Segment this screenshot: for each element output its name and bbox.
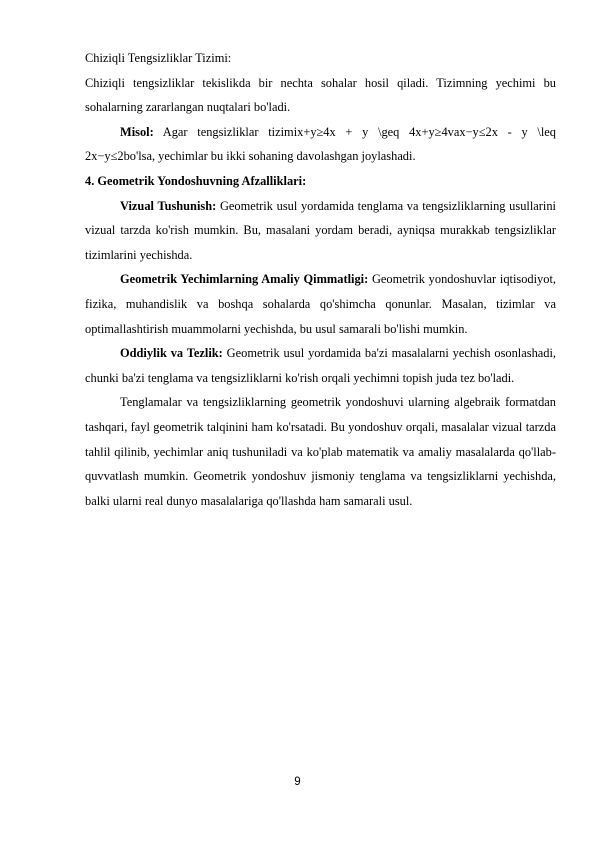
system-title: Chiziqli Tengsizliklar Tizimi:: [85, 51, 232, 65]
simplicity-speed-text: Geometrik usul yordamida ba'zi masalalarni yechish osonlashadi, chunki ba'zi tenglama va tengsizliklarni ko'rish orqali yechimni topish juda tez bo'ladi.: [85, 346, 556, 385]
visual-understanding-label: Vizual Tushunish:: [120, 198, 217, 213]
paragraph-systems-description: Chiziqli tengsizliklar tekislikda bir nechta sohalar hosil qiladi. Tizimning yechimi bu sohalarning zararlangan nuqtalari bo'ladi.: [85, 75, 556, 115]
section-heading-advantages: 4. Geometrik Yondoshuvning Afzalliklari:: [85, 173, 307, 188]
paragraph-conclusion: Tenglamalar va tengsizliklarning geometrik yondoshuvi ularning algebraik formatdan tashqari, fayl geometrik talqinini ham ko'rsatadi. Bu yondoshuv orqali, masalalar vizual tarzda tahlil qilinib, yechimlar aniq tushuniladi va ko'plab matematik va amaliy masalalarda qo'llab-quvvatlash mumkin. Geometrik yondoshuv jismoniy tenglama va tengsizliklarni yechishda, balki ularni real dunyo masalalariga qo'llashda ham samarali usul.: [85, 395, 556, 508]
visual-understanding-text: Geometrik usul yordamida tenglama va tengsizliklarning usullarini vizual tarzda ko'rish mumkin. Bu, masalani yordam beradi, ayniqsa murakkab tengsizliklar tizimlarini yechishda.: [85, 198, 556, 262]
example-label: Misol:: [120, 124, 154, 139]
document-body: [85, 46, 556, 513]
practical-value-text: Geometrik yondoshuvlar iqtisodiyot, fizika, muhandislik va boshqa sohalarda qo'shimcha qonunlar. Masalan, tizimlar va optimallashtirish muammolarni yechishda, bu usul samarali bo'lishi mumkin.: [85, 272, 556, 336]
paragraph-example: [85, 120, 556, 169]
page-number: 9: [294, 776, 301, 788]
paragraph-practical-value: [85, 267, 556, 341]
example-text: Agar tengsizliklar tizimix+y≥4x + y \geq 4x+y≥4vax−y≤2x - y \leq 2x−y≤2bo'lsa, yechimlar bu ikki sohaning davolashgan joylashadi.: [85, 124, 556, 164]
simplicity-speed-label: Oddiylik va Tezlik:: [120, 346, 223, 361]
paragraph-visual-understanding: [85, 194, 556, 268]
paragraph-simplicity-speed: [85, 341, 556, 390]
practical-value-label: Geometrik Yechimlarning Amaliy Qimmatligi:: [120, 272, 369, 287]
